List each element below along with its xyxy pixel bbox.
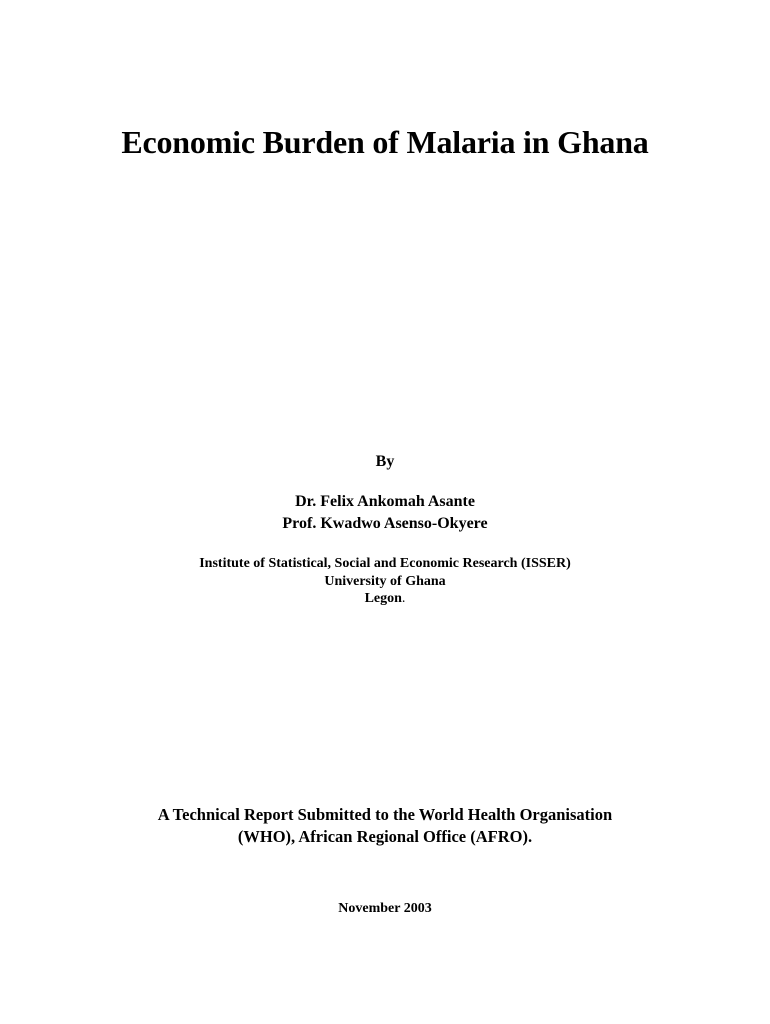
university-name: University of Ghana — [324, 574, 446, 589]
location-period: . — [401, 591, 406, 606]
location-name: Legon — [364, 591, 402, 606]
author-name: Prof. Kwadwo Asenso-Okyere — [282, 515, 488, 532]
report-statement-line: A Technical Report Submitted to the World Health Organisation — [157, 805, 613, 824]
author-name: Dr. Felix Ankomah Asante — [295, 493, 475, 510]
by-label: By — [375, 453, 395, 470]
institute-name: Institute of Statistical, Social and Economic Research (ISSER) — [199, 556, 571, 571]
document-title: Economic Burden of Malaria in Ghana — [121, 124, 649, 160]
report-statement-line: (WHO), African Regional Office (AFRO). — [237, 827, 533, 846]
location-line — [0, 592, 770, 606]
report-date: November 2003 — [338, 901, 432, 916]
